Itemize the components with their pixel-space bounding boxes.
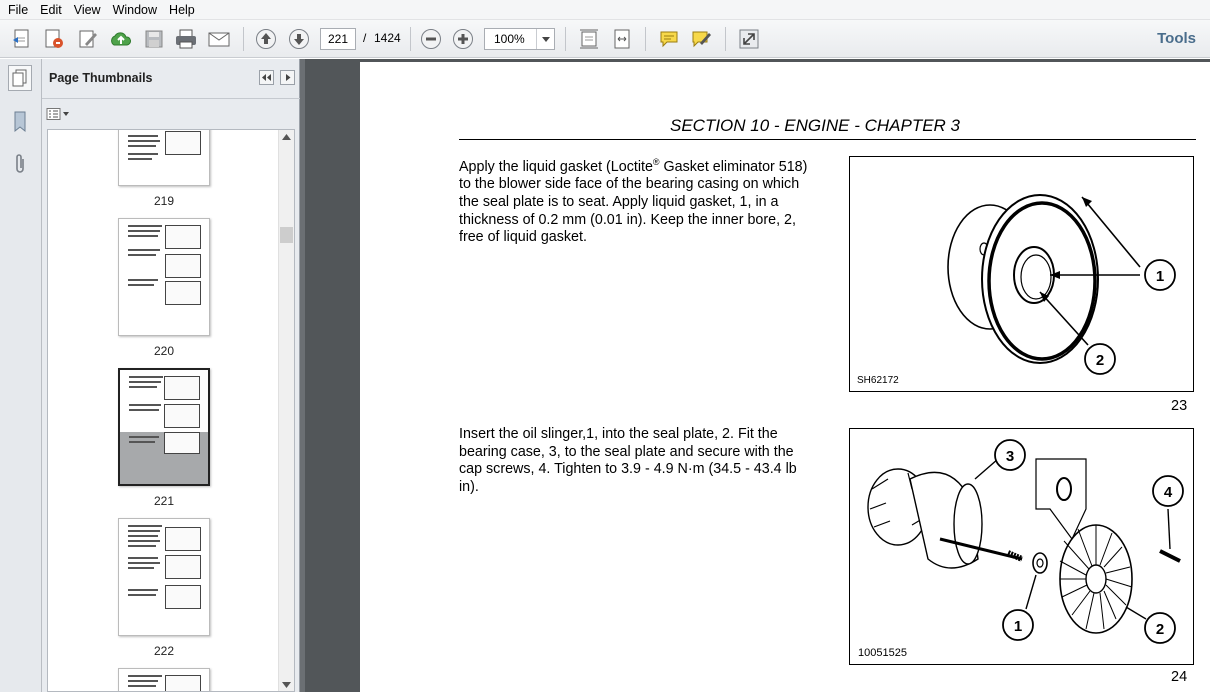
expand-icon[interactable] (736, 26, 762, 52)
zoom-out-icon[interactable] (418, 26, 444, 52)
callout-1: 1 (1155, 268, 1165, 285)
tools-pane-link[interactable]: Tools (1157, 30, 1196, 47)
figure-number: 24 (1171, 669, 1188, 685)
figure-bearing-assembly (849, 428, 1194, 665)
menu-help[interactable]: Help (169, 2, 195, 17)
thumbnail-scrollbar[interactable] (278, 130, 294, 691)
panel-title: Page Thumbnails (49, 71, 153, 85)
scrollbar-thumb[interactable] (280, 227, 293, 243)
page-thumbnails-icon[interactable] (8, 65, 32, 91)
sign-icon[interactable] (75, 26, 101, 52)
save-icon[interactable] (141, 26, 167, 52)
thumbnail-label: 221 (153, 494, 175, 508)
callout-1: 1 (1013, 618, 1023, 635)
instruction-paragraph-1: Apply the liquid gasket (Loctite® Gasket eliminator 518) to the blower side face of the bearing casing on which the seal plate is to seat. Apply liquid gasket, 1, in a thickness of 0.2 mm (0.01 in). Keep the inner bore, 2, free of liquid gasket. (459, 157, 808, 246)
page-separator: / (363, 31, 367, 45)
seal-plate-illustration (850, 157, 1193, 391)
next-page-icon[interactable] (286, 26, 312, 52)
chevron-down-icon[interactable] (536, 29, 554, 49)
scroll-down-icon (282, 682, 291, 688)
figure-number: 23 (1171, 398, 1188, 414)
edit-pdf-icon[interactable] (41, 26, 67, 52)
highlight-icon[interactable] (688, 26, 714, 52)
bearing-assembly-illustration (850, 429, 1193, 664)
page-thumbnails-panel (42, 59, 300, 692)
menu-window[interactable]: Window (112, 2, 158, 17)
thumbnail-page-219[interactable] (118, 129, 210, 186)
callout-2: 2 (1155, 621, 1165, 638)
instruction-paragraph-2: Insert the oil slinger,1, into the seal plate, 2. Fit the bearing case, 3, to the seal plate and secure with the cap screws, 4. Tighten to 3.9 - 4.9 N·m (34.5 - 43.4 lb in). (459, 426, 797, 495)
callout-4: 4 (1163, 484, 1173, 501)
zoom-select[interactable] (484, 28, 555, 50)
section-header: SECTION 10 - ENGINE - CHAPTER 3 (670, 116, 960, 135)
thumbnail-list[interactable] (47, 129, 295, 692)
thumbnail-page-220[interactable] (118, 218, 210, 336)
fit-width-icon[interactable] (609, 26, 635, 52)
fit-page-icon[interactable] (576, 26, 602, 52)
header-rule (459, 139, 1196, 140)
print-icon[interactable] (173, 26, 199, 52)
menu-view[interactable]: View (73, 2, 101, 17)
document-page (360, 62, 1210, 692)
previous-page-icon[interactable] (253, 26, 279, 52)
menu-edit[interactable]: Edit (40, 2, 62, 17)
create-pdf-icon[interactable] (9, 26, 35, 52)
callout-2: 2 (1095, 352, 1105, 369)
total-pages: 1424 (374, 31, 401, 45)
navigation-rail (0, 59, 42, 692)
thumbnail-page-next[interactable] (118, 668, 210, 692)
menu-file[interactable]: File (8, 2, 29, 17)
thumbnails-header (42, 59, 300, 99)
figure-code: 10051525 (858, 647, 907, 659)
toolbar (0, 20, 1210, 58)
zoom-value: 100% (494, 32, 525, 46)
thumbnail-label: 220 (153, 344, 175, 358)
panel-splitter[interactable] (300, 59, 305, 692)
figure-seal-plate (849, 156, 1194, 392)
scroll-up-icon (282, 134, 291, 140)
thumbnail-page-221[interactable] (118, 368, 210, 486)
page-number-input[interactable] (320, 28, 356, 50)
thumbnail-options-icon[interactable] (46, 105, 72, 123)
thumbnail-label: 219 (153, 194, 175, 208)
email-icon[interactable] (206, 26, 232, 52)
thumbnail-label: 222 (153, 644, 175, 658)
comment-icon[interactable] (656, 26, 682, 52)
attachments-icon[interactable] (8, 151, 32, 177)
collapse-panel-icon[interactable] (259, 70, 274, 85)
bookmarks-icon[interactable] (8, 109, 32, 135)
figure-code: SH62172 (857, 375, 899, 386)
expand-panel-icon[interactable] (280, 70, 295, 85)
upload-cloud-icon[interactable] (108, 26, 134, 52)
callout-3: 3 (1005, 448, 1015, 465)
menu-bar (0, 0, 1210, 20)
zoom-in-icon[interactable] (450, 26, 476, 52)
thumbnail-page-222[interactable] (118, 518, 210, 636)
